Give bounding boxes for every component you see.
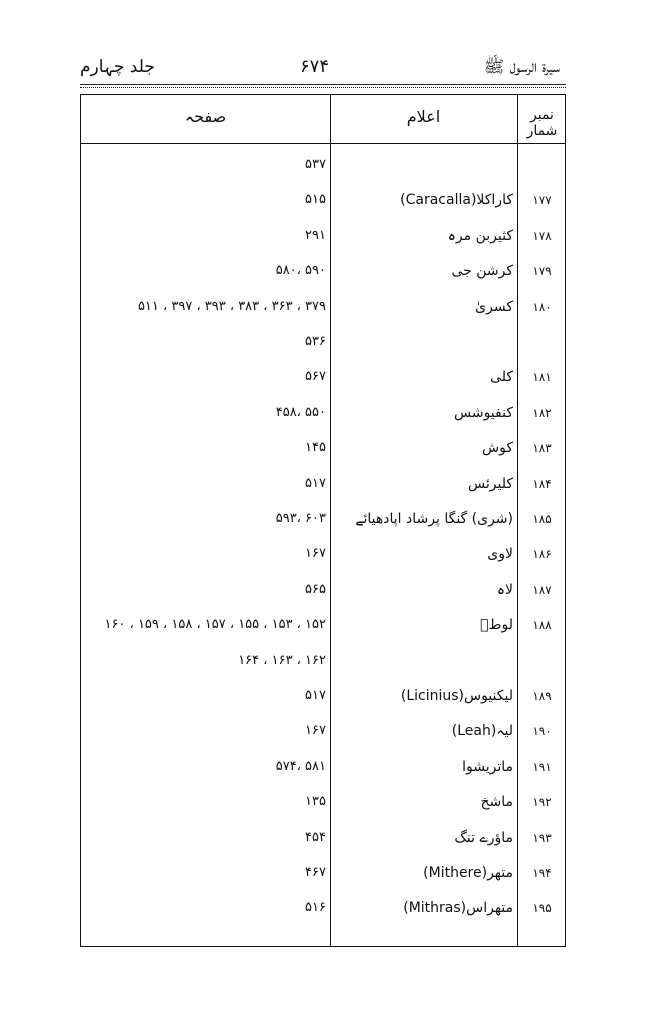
table-row	[81, 644, 567, 678]
row-pages: ۵۱۵	[305, 192, 326, 208]
row-number: ۱۹۴	[532, 866, 552, 880]
row-name: لوطؑ	[480, 617, 513, 634]
table-row	[81, 679, 567, 713]
table-row	[81, 360, 567, 394]
row-name: کلی	[490, 369, 513, 386]
row-number: ۱۹۰	[532, 724, 552, 739]
row-number: ۱۹۲	[532, 795, 552, 810]
column-header-name: اعلام	[406, 107, 441, 126]
row-name: لاہ	[496, 581, 513, 598]
table-row	[81, 290, 567, 324]
table-row	[81, 219, 567, 253]
row-pages: ۳۷۹ ، ۳۶۳ ، ۳۸۳ ، ۳۹۳ ، ۳۹۷ ، ۵۱۱	[137, 298, 326, 314]
row-number: ۱۹۳	[532, 830, 552, 845]
table-row	[81, 254, 567, 288]
row-pages: ۱۶۲ ، ۱۶۳ ، ۱۶۴	[238, 652, 326, 668]
header-divider	[81, 143, 565, 144]
row-pages: ۵۱۷	[305, 688, 326, 703]
table-row	[81, 891, 567, 925]
row-number: ۱۸۸	[532, 618, 552, 633]
row-number: ۱۸۵	[532, 512, 552, 526]
row-number: ۱۸۹	[532, 689, 552, 703]
row-name: کوش	[482, 440, 513, 457]
table-row	[81, 396, 567, 430]
row-number: ۱۸۱	[532, 370, 552, 385]
row-name: کثیربن مرہ	[447, 227, 513, 244]
row-name: متھر(Mithere)	[423, 865, 513, 881]
row-number: ۱۸۴	[532, 476, 552, 491]
row-pages: ۵۹۰ ،۵۸۰	[275, 263, 326, 279]
row-pages: ۱۴۵	[305, 440, 326, 456]
row-pages: ۵۶۷	[305, 369, 326, 385]
table-row	[81, 467, 567, 501]
row-pages: ۵۶۵	[305, 581, 326, 597]
table-row	[81, 537, 567, 571]
row-pages: ۵۵۰ ،۴۵۸	[275, 404, 326, 420]
table-row	[81, 750, 567, 784]
row-name: ماتریشوا	[462, 758, 513, 775]
row-number: ۱۸۲	[532, 405, 552, 420]
row-pages: ۱۶۷	[305, 546, 326, 562]
table-row	[81, 573, 567, 607]
row-name: ماؤرے تنگ	[454, 829, 513, 846]
column-header-page: صفحہ	[184, 107, 227, 126]
row-name: کاراکلا(Caracalla)	[400, 192, 513, 209]
index-table	[80, 94, 566, 947]
row-number: ۱۹۵	[532, 901, 552, 916]
row-name: متھراس(Mithras)	[403, 900, 513, 917]
row-number: ۱۷۷	[532, 193, 552, 208]
row-pages: ۶۰۳ ،۵۹۳	[275, 511, 326, 526]
row-pages: ۵۱۷	[305, 475, 326, 491]
row-name: لاوی	[487, 546, 513, 563]
row-name: لیکنیوس(Licinius)	[400, 688, 513, 704]
row-pages: ۵۳۶	[305, 334, 326, 349]
table-row	[81, 856, 567, 890]
page-number: ۶۷۴	[300, 56, 330, 77]
table-row	[81, 148, 567, 182]
table-row	[81, 502, 567, 536]
table-row	[81, 821, 567, 855]
row-pages: ۴۵۴	[305, 829, 326, 845]
row-name: کسریٰ	[475, 298, 513, 315]
row-name: کلیرئس	[468, 475, 513, 492]
row-name: ماشخ	[480, 794, 513, 811]
row-number: ۱۸۶	[532, 547, 552, 562]
row-name: (شری) گنگا پرشاد اپادھیائے	[355, 511, 513, 527]
row-number: ۱۸۳	[532, 441, 552, 456]
table-row	[81, 714, 567, 748]
row-pages: ۴۶۷	[305, 865, 326, 880]
row-pages: ۵۸۱ ،۵۷۴	[275, 758, 326, 774]
row-name: کنفیوشس	[453, 404, 513, 421]
row-pages: ۱۳۵	[305, 794, 326, 810]
row-pages: ۱۵۲ ، ۱۵۳ ، ۱۵۵ ، ۱۵۷ ، ۱۵۸ ، ۱۵۹ ، ۱۶۰	[104, 617, 326, 633]
volume-label: جلد چہارم	[80, 57, 155, 77]
row-pages: ۲۹۱	[305, 227, 326, 243]
table-row	[81, 325, 567, 359]
header-rule	[80, 84, 566, 85]
row-name: کرشن جی	[451, 263, 513, 280]
row-number: ۱۸۷	[532, 582, 552, 597]
table-row	[81, 183, 567, 217]
header-rule-dotted	[80, 87, 566, 88]
table-row	[81, 608, 567, 642]
row-number: ۱۷۸	[532, 228, 552, 243]
row-number: ۱۷۹	[532, 264, 552, 279]
row-name: لیہ(Leah)	[451, 723, 513, 740]
row-number: ۱۹۱	[532, 759, 552, 774]
row-number: ۱۸۰	[532, 299, 552, 314]
row-pages: ۵۱۶	[305, 900, 326, 916]
book-title: سیرۃ الرسول ﷺ	[483, 57, 560, 77]
table-row	[81, 785, 567, 819]
row-pages: ۵۳۷	[305, 157, 326, 172]
table-row	[81, 431, 567, 465]
row-pages: ۱۶۷	[305, 723, 326, 739]
column-header-number: نمبر شمار	[526, 107, 558, 139]
